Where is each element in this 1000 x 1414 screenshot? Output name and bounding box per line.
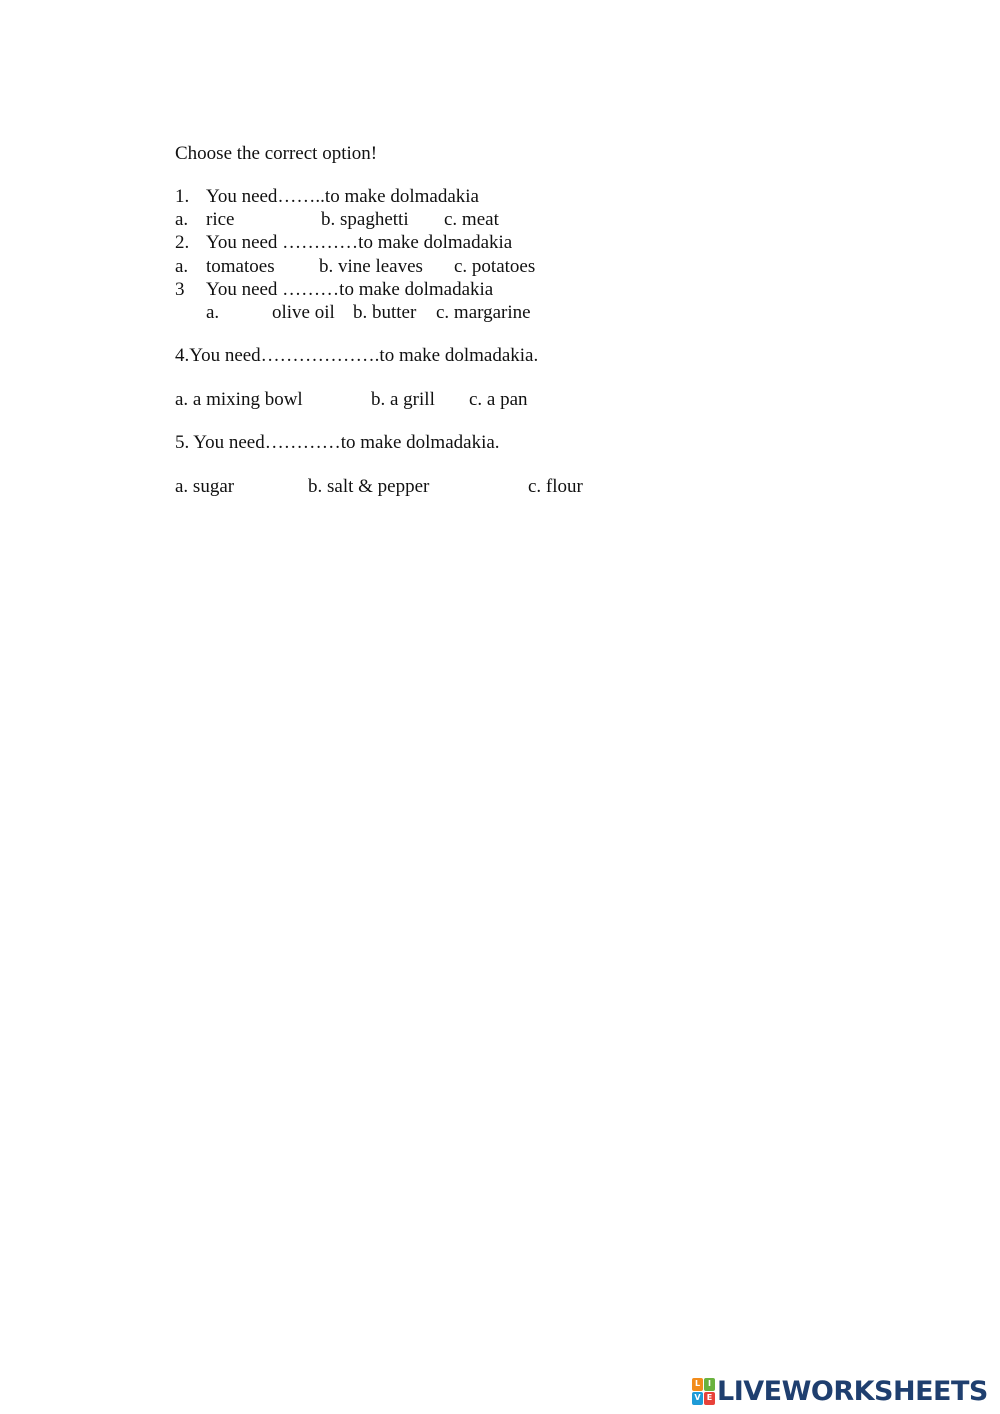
option-b[interactable]: b. vine leaves bbox=[319, 256, 423, 277]
option-b[interactable]: b. salt & pepper bbox=[308, 476, 430, 497]
option-c[interactable]: c. meat bbox=[444, 209, 499, 230]
liveworksheets-logo bbox=[692, 1374, 988, 1408]
logo-mark-cell: E bbox=[704, 1392, 715, 1405]
option-b[interactable]: b. butter bbox=[353, 302, 417, 323]
logo-mark-cell: L bbox=[692, 1378, 703, 1391]
option-b[interactable]: b. spaghetti bbox=[321, 209, 409, 230]
option-c[interactable]: c. margarine bbox=[436, 302, 531, 323]
option-label-a: a. bbox=[175, 209, 189, 230]
question-1-text: You need……..to make dolmadakia bbox=[206, 186, 479, 207]
question-2-text: You need …………to make dolmadakia bbox=[206, 232, 513, 253]
option-a[interactable]: a. sugar bbox=[175, 476, 235, 497]
option-label-a: a. bbox=[175, 256, 189, 277]
option-label-a: a. bbox=[206, 302, 220, 323]
question-1-number: 1. bbox=[175, 186, 190, 207]
logo-mark-cell: I bbox=[704, 1378, 715, 1391]
logo-mark-cell: V bbox=[692, 1392, 703, 1405]
option-a[interactable]: a. a mixing bowl bbox=[175, 389, 303, 410]
option-b[interactable]: b. a grill bbox=[371, 389, 435, 410]
question-3-number: 3 bbox=[175, 279, 185, 300]
option-a[interactable]: olive oil bbox=[272, 302, 335, 323]
logo-mark-icon bbox=[692, 1378, 714, 1404]
logo-text: LIVEWORKSHEETS bbox=[717, 1375, 988, 1407]
question-4-text: 4.You need……………….to make dolmadakia. bbox=[175, 345, 539, 366]
instruction: Choose the correct option! bbox=[175, 143, 378, 164]
option-c[interactable]: c. flour bbox=[528, 476, 583, 497]
option-c[interactable]: c. a pan bbox=[469, 389, 528, 410]
question-5-text: 5. You need…………to make dolmadakia. bbox=[175, 432, 500, 453]
question-3-text: You need ………to make dolmadakia bbox=[206, 279, 494, 300]
option-a[interactable]: tomatoes bbox=[206, 256, 275, 277]
option-a[interactable]: rice bbox=[206, 209, 235, 230]
option-c[interactable]: c. potatoes bbox=[454, 256, 536, 277]
question-2-number: 2. bbox=[175, 232, 190, 253]
